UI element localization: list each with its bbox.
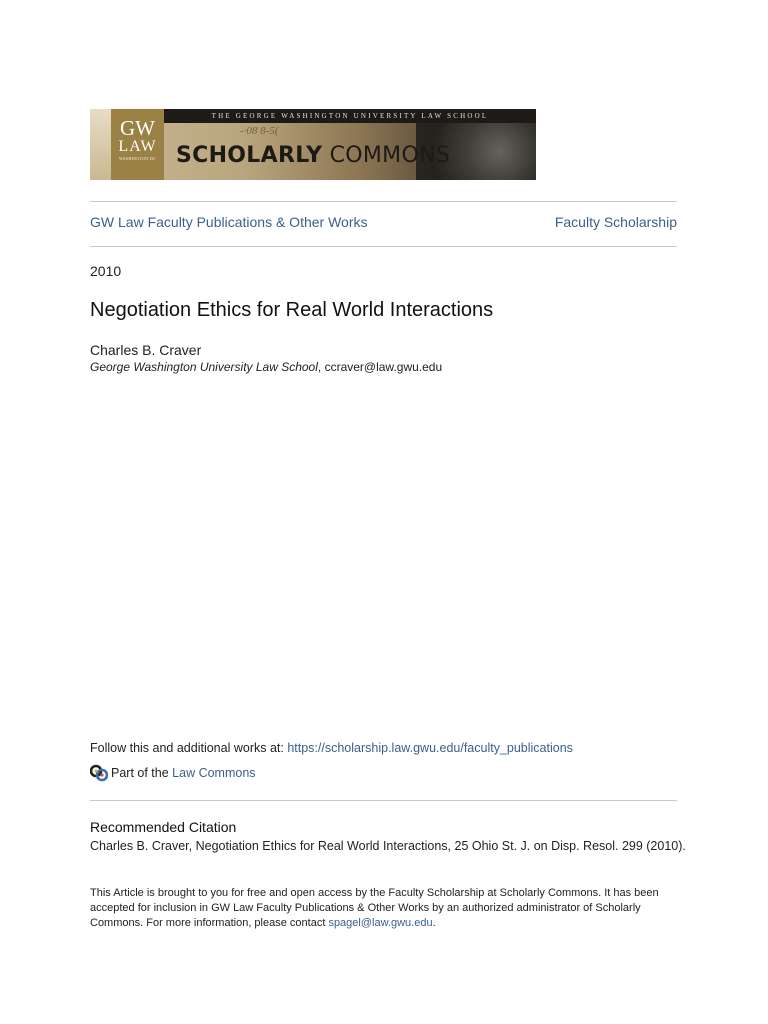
part-prefix: Part of the bbox=[111, 766, 169, 780]
top-divider bbox=[90, 201, 677, 202]
citation-divider bbox=[90, 800, 677, 801]
author-email: , ccraver@law.gwu.edu bbox=[317, 360, 443, 374]
logo-sub-text: WASHINGTON DC bbox=[118, 156, 157, 161]
law-commons-link[interactable]: Law Commons bbox=[172, 766, 256, 780]
banner-title-bold: SCHOLARLY bbox=[176, 143, 323, 168]
banner-title-light: COMMONS bbox=[322, 143, 451, 168]
banner-topline: THE GEORGE WASHINGTON UNIVERSITY LAW SCHOOL bbox=[164, 109, 536, 123]
citation-text: Charles B. Craver, Negotiation Ethics for Real World Interactions, 25 Ohio St. J. on Disp. Resol. 299 (2010). bbox=[90, 839, 686, 853]
part-of-line bbox=[90, 764, 256, 782]
faculty-publications-url[interactable]: https://scholarship.law.gwu.edu/faculty_publications bbox=[287, 741, 573, 755]
nav-divider bbox=[90, 246, 677, 247]
faculty-scholarship-link[interactable]: Faculty Scholarship bbox=[554, 214, 677, 230]
banner-left-texture bbox=[90, 109, 111, 180]
network-commons-icon bbox=[90, 764, 108, 782]
access-notice-end: . bbox=[432, 917, 436, 929]
collection-link[interactable]: GW Law Faculty Publications & Other Works bbox=[90, 214, 368, 230]
author-name: Charles B. Craver bbox=[90, 342, 202, 358]
banner-scribble: -·08 8-5( bbox=[240, 125, 279, 137]
follow-prefix: Follow this and additional works at: bbox=[90, 741, 288, 755]
contact-email-link[interactable]: spagel@law.gwu.edu bbox=[328, 917, 433, 929]
publication-year: 2010 bbox=[90, 263, 122, 279]
follow-line bbox=[90, 741, 573, 755]
banner-title bbox=[176, 143, 450, 169]
access-notice bbox=[90, 886, 660, 931]
gw-law-logo bbox=[111, 109, 164, 180]
scholarly-commons-banner[interactable] bbox=[90, 109, 536, 180]
logo-law-text: LAW bbox=[118, 138, 157, 155]
access-notice-text: This Article is brought to you for free and open access by the Faculty Scholarship at Scholarly Commons. It has been accepted for inclusion in GW Law Faculty Publications & Other Works by an authorized administrator of Scholarly Commons. For more information, please contact bbox=[90, 887, 659, 929]
article-title: Negotiation Ethics for Real World Interactions bbox=[90, 299, 494, 321]
affiliation-name: George Washington University Law School bbox=[90, 360, 318, 374]
citation-heading: Recommended Citation bbox=[90, 819, 237, 835]
author-affiliation bbox=[90, 360, 442, 374]
logo-gw-text: GW bbox=[120, 116, 155, 140]
